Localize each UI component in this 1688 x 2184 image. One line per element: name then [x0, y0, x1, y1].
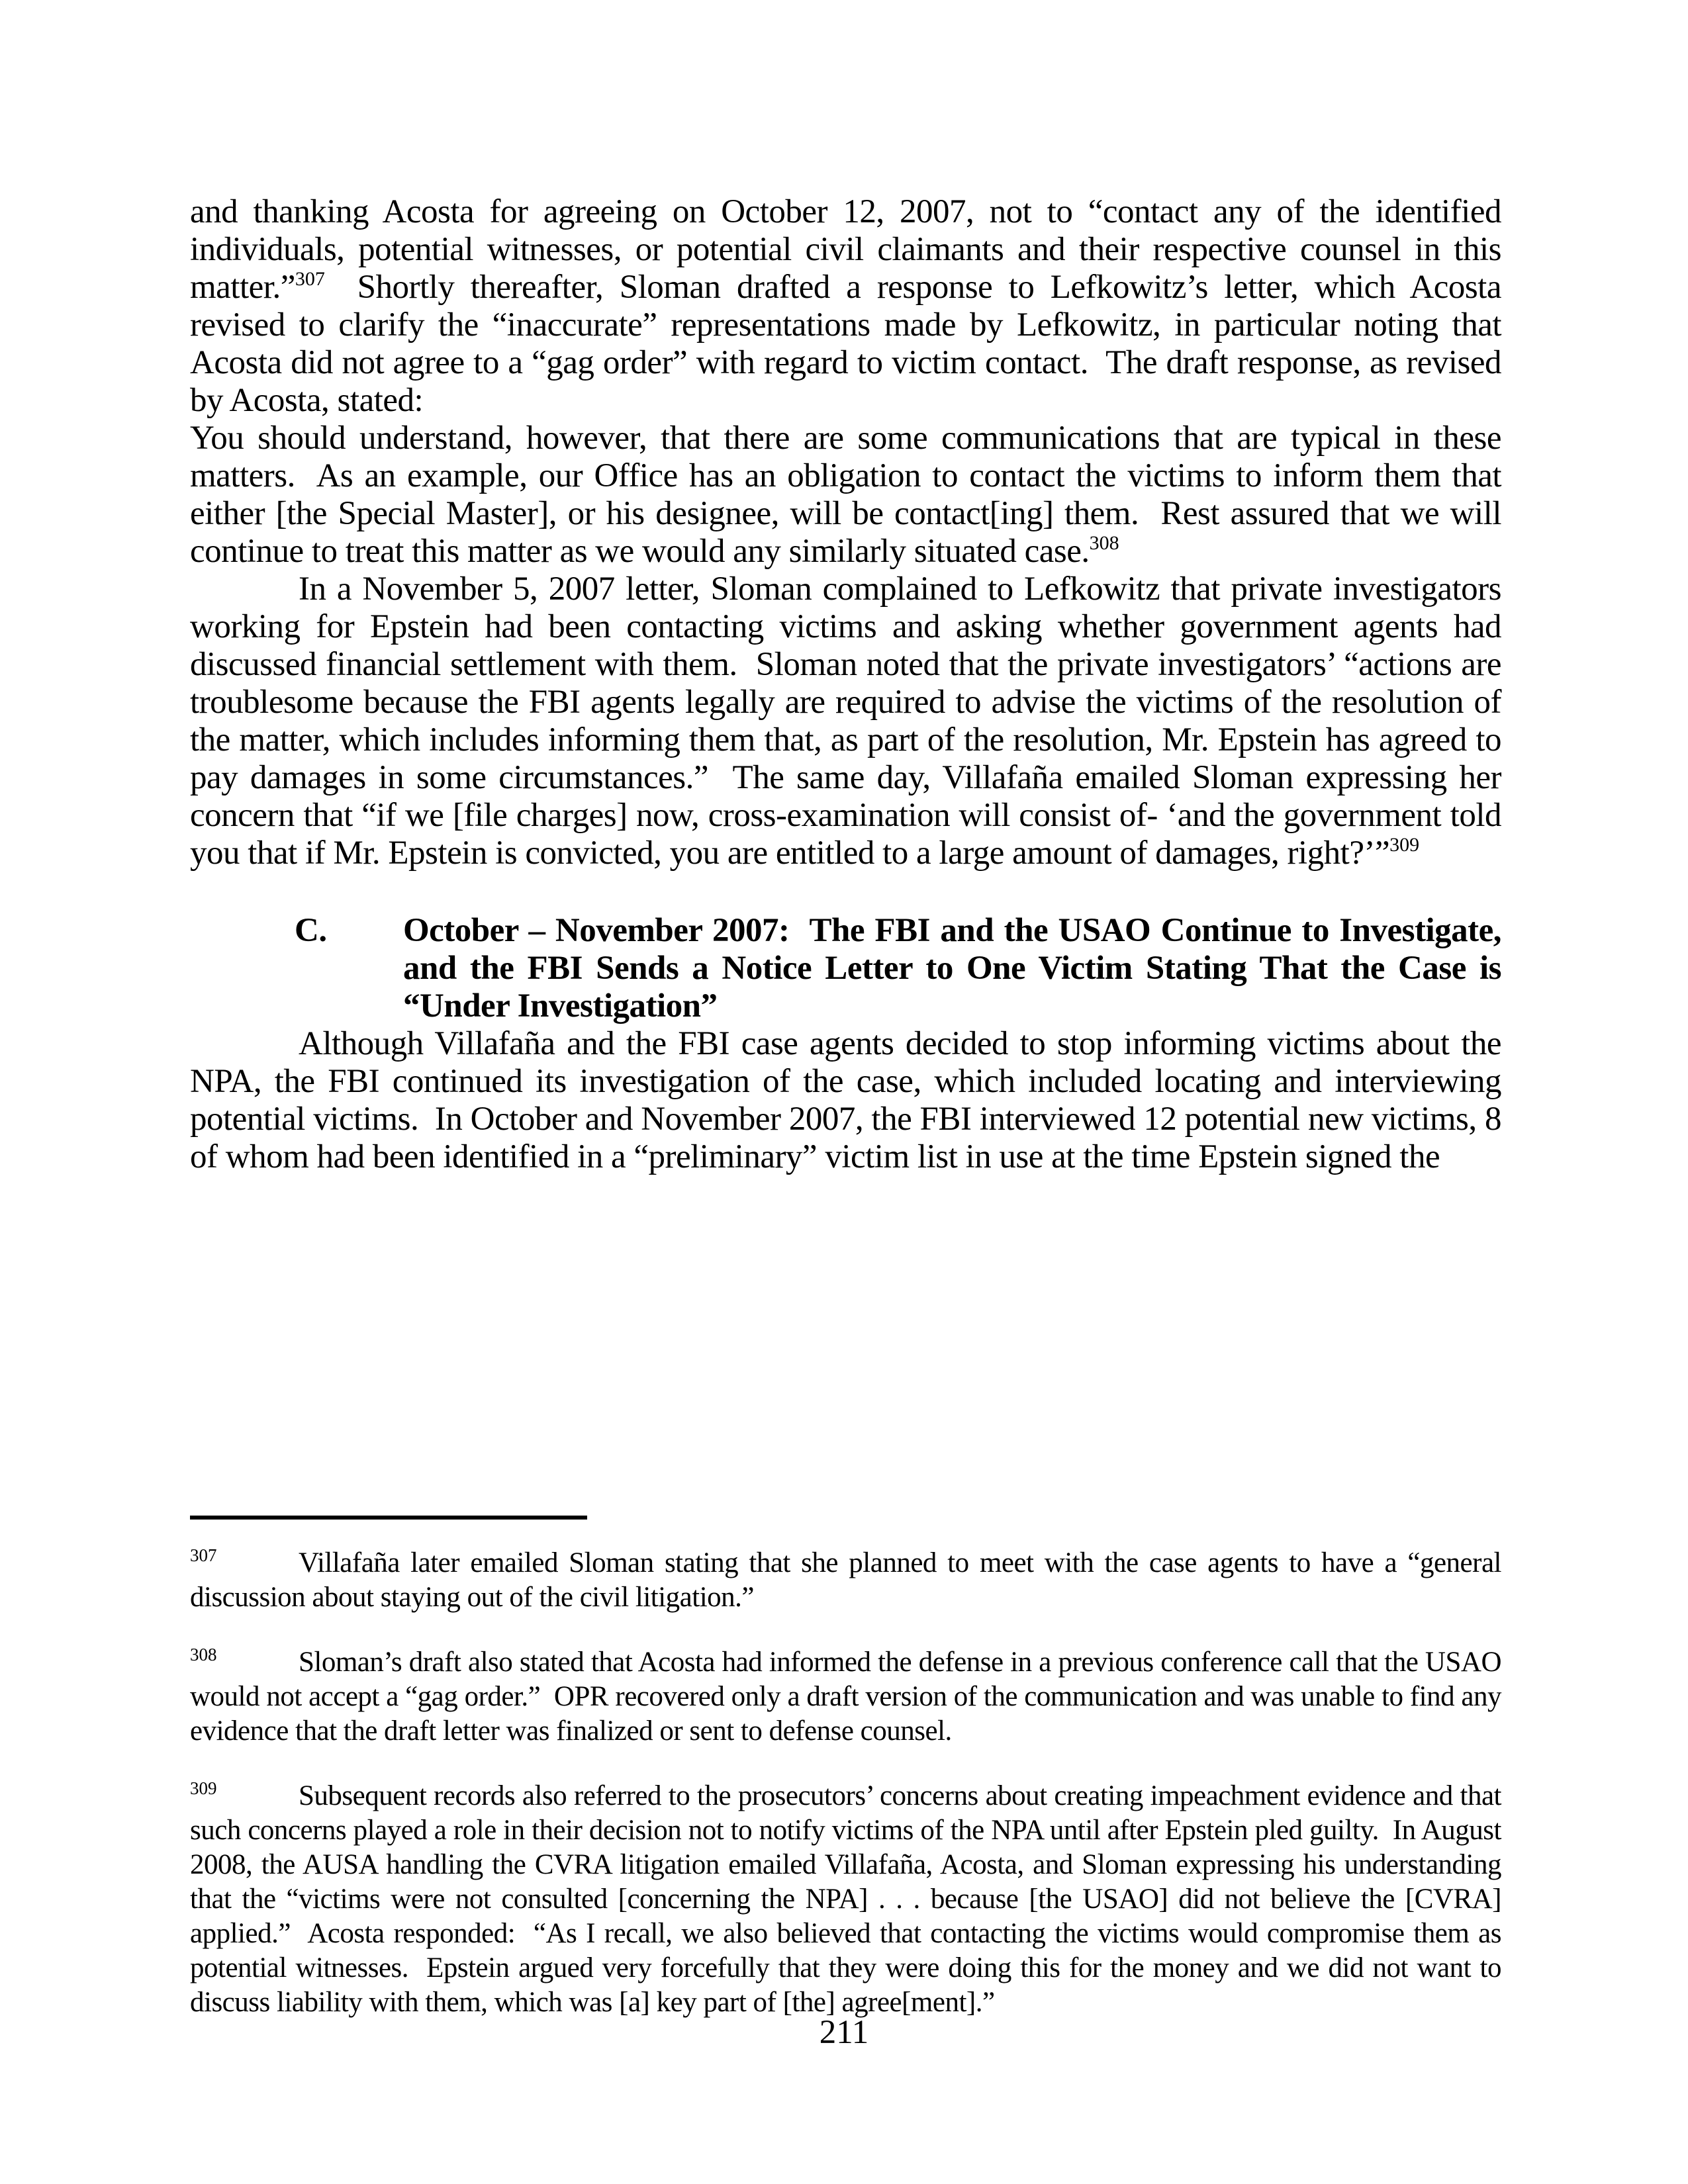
- block-quote: You should understand, however, that there are some communications that are typical in these matters. As an example, our Office has an obligation to contact the victims to inform them that either [the Special Master], or his designee, will be contact[ing] them. Rest assured that we will continue to treat this matter as we would any similarly situated case.$^{308}$: [190, 420, 1501, 570]
- section-heading: [295, 912, 1501, 1025]
- body-paragraph-3: Although Villafaña and the FBI case agents decided to stop informing victims about the NPA, the FBI continued its investigation of the case, which included locating and interviewing potential victims. In October and November 2007, the FBI interviewed 12 potential new victims, 8 of whom had been identified in a “preliminary” victim list in use at the time Epstein signed the: [190, 1025, 1501, 1175]
- footnote-number: [190, 1779, 299, 1813]
- footnotes-block: [190, 1516, 1501, 2050]
- footnote-text: Villafaña later emailed Sloman stating that she planned to meet with the case agents to have a “general discussion about staying out of the civil litigation.”: [190, 1547, 1501, 1613]
- footnote-number-text: 309: [190, 1778, 217, 1798]
- footnote-ref-309: 309: [1389, 834, 1420, 856]
- footnote-309: [190, 1779, 1501, 2020]
- section-heading-label: C.: [295, 912, 327, 949]
- body-paragraph-2: In a November 5, 2007 letter, Sloman complained to Lefkowitz that private investigators working for Epstein had been contacting victims and asking whether government agents had discussed financial settlement with them. Sloman noted that the private investigators’ “actions are troublesome because the FBI agents legally are required to advise the victims of the resolution of the matter, which includes informing them that, as part of the resolution, Mr. Epstein has agreed to pay damages in some circumstances.” The same day, Villafaña emailed Sloman expressing her concern that “if we [file charges] now, cross-examination will consist of- ‘and the government told you that if Mr. Epstein is convicted, you are entitled to a large amount of damages, right?’”$^{309}$: [190, 570, 1501, 872]
- footnote-separator-rule: [190, 1516, 587, 1520]
- section-heading-text: October – November 2007: The FBI and the USAO Continue to Investigate, and the FBI Sends a Notice Letter to One Victim Stating That the Case is “Under Investigation”: [403, 912, 1501, 1024]
- footnote-307: [190, 1546, 1501, 1615]
- footnote-number: [190, 1645, 299, 1680]
- main-text-block: [190, 193, 1501, 1176]
- page-number: 211: [819, 2014, 869, 2051]
- body-paragraph-1: and thanking Acosta for agreeing on October 12, 2007, not to “contact any of the identified individuals, potential witnesses, or potential civil claimants and their respective counsel in this matter.”$^{307}$ Shortly thereafter, Sloman drafted a response to Lefkowitz’s letter, which Acosta revised to clarify the “inaccurate” representations made by Lefkowitz, in particular noting that Acosta did not agree to a “gag order” with regard to victim contact. The draft response, as revised by Acosta, stated:: [190, 193, 1501, 419]
- footnote-text: Subsequent records also referred to the prosecutors’ concerns about creating impeachment evidence and that such concerns played a role in their decision not to notify victims of the NPA until after Epstein pled guilty. In August 2008, the AUSA handling the CVRA litigation emailed Villafaña, Acosta, and Sloman expressing his understanding that the “victims were not consulted [concerning the NPA] . . . because [the USAO] did not believe the [CVRA] applied.” Acosta responded: “As I recall, we also believed that contacting the victims would compromise them as potential witnesses. Epstein argued very forcefully that they were doing this for the money and we did not want to discuss liability with them, which was [a] key part of [the] agree[ment].”: [190, 1780, 1501, 2018]
- footnote-308: [190, 1645, 1501, 1749]
- footnote-number: [190, 1546, 299, 1580]
- footnote-ref-307: 307: [295, 268, 325, 290]
- footnote-number-text: 308: [190, 1645, 217, 1664]
- footnote-ref-308: 308: [1089, 532, 1119, 554]
- footnote-text: Sloman’s draft also stated that Acosta had informed the defense in a previous conference call that the USAO would not accept a “gag order.” OPR recovered only a draft version of the communication and was unable to find any evidence that the draft letter was finalized or sent to defense counsel.: [190, 1647, 1501, 1747]
- footnote-number-text: 307: [190, 1545, 217, 1565]
